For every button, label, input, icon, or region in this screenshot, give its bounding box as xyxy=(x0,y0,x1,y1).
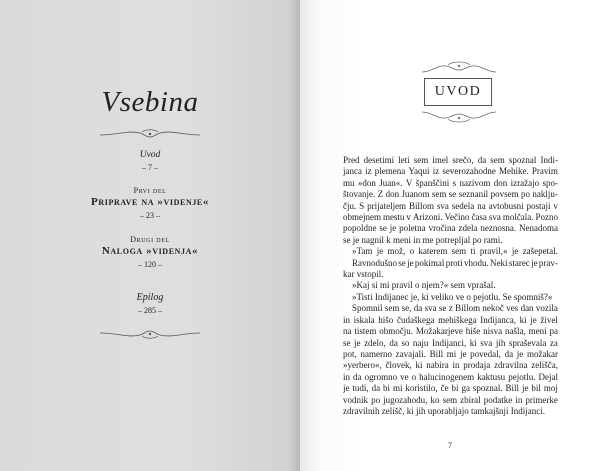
toc-title: Vsebina xyxy=(101,86,199,118)
toc-epilogue-label: Epilog xyxy=(136,292,164,303)
body-line: vodnik po jugozahodu, ko sem zbiral podatke in primerke xyxy=(343,394,558,405)
toc-part2-title: Naloga »videnja« xyxy=(101,245,199,257)
body-line: janca iz plemena Yaqui iz severozahodne Mehike. Pravim xyxy=(343,166,558,177)
body-line: mu »don Juan«. V španščini s nazivom don izražajo spo- xyxy=(343,177,558,188)
toc-intro-page: – 7 – xyxy=(142,163,158,172)
body-line: je tudi, da bi mi koristilo, če bi ga spoznal. Bill je bil moj xyxy=(343,383,558,394)
ornament-divider-top xyxy=(98,128,202,142)
body-line: se je nagnil k meni in me potrepljal po rami. xyxy=(343,234,503,245)
body-line: »Tisti Indijanec je, ki veliko ve o pejotlu. Se spomniš?« xyxy=(352,291,553,302)
body-line: čju. S prijateljem Billom sva sedela na avtobusni postaji v xyxy=(343,200,558,211)
body-line: »Tam je mož, o katerem sem ti pravil,« je zašepetal. xyxy=(352,246,558,257)
body-line: zdravilnih zelišč, ki jih uporabljajo tamkajšnji Indijanci. xyxy=(343,405,545,416)
body-line: in iskala hišo čudaškega mehiškega Indijanca, ki je živel xyxy=(343,314,558,325)
body-line: na tistem območju. Možakarjeve hiše nisva našla, meni pa xyxy=(343,326,558,337)
body-line: kar vstopil. xyxy=(343,269,384,280)
body-line: popoldne se je poletna vročina zdela neznosna. Nenadoma xyxy=(343,223,558,234)
body-line: pot, namerno zavajali. Bill mi je povedal, da je možakar xyxy=(343,348,558,359)
toc-entry-part2[interactable] xyxy=(0,235,300,269)
toc-entry-epilogue[interactable] xyxy=(0,292,300,315)
toc-part1-title: Priprave na »videnje« xyxy=(91,196,209,208)
chapter-body-text xyxy=(343,155,558,417)
body-line: se je zdelo, da so naju Indijanci, ki sva jih spraševala za xyxy=(343,337,558,348)
body-line: štovanje. Z don Juanom sem se seznanil povsem po naklju- xyxy=(343,189,558,200)
ornament-scroll-bottom xyxy=(418,108,500,124)
toc-part2-label: Drugi del xyxy=(130,235,170,244)
toc-part2-page: – 120 – xyxy=(138,260,162,269)
toc-part1-page: – 23 – xyxy=(140,211,160,220)
chapter-heading: UVOD xyxy=(424,78,492,106)
toc-intro-label: Uvod xyxy=(139,150,161,160)
body-line: in da ogromno ve o halucinogenem kaktusu pejotlu. Dejal xyxy=(343,371,558,382)
body-line: Spomnil sem se, da sva se z Billom nekoč ves dan vozila xyxy=(352,303,558,314)
ornament-divider-bottom xyxy=(98,326,202,340)
toc-part1-label: Prvi del xyxy=(133,186,167,195)
body-line: Ravnodušno se je pokimal proti vhodu. Neki starec je prav- xyxy=(352,257,558,268)
ornament-scroll-top xyxy=(418,60,500,76)
body-line: Pred desetimi leti sem imel srečo, da sem spoznal Indi- xyxy=(343,155,558,165)
toc-entry-part1[interactable] xyxy=(0,186,300,220)
toc-epilogue-page: – 285 – xyxy=(138,306,162,315)
toc-entry-intro[interactable] xyxy=(0,150,300,172)
body-line: »Kaj si mi pravil o njem?« sem vprašal. xyxy=(352,280,496,291)
page-number: 7 xyxy=(448,441,452,450)
body-line: obmejnem mestu v Arizoni. Večino časa sva molčala. Pozno xyxy=(343,212,558,223)
body-line: »yerbero«, človek, ki nabira in prodaja zdravilna zelišča, xyxy=(343,360,558,371)
